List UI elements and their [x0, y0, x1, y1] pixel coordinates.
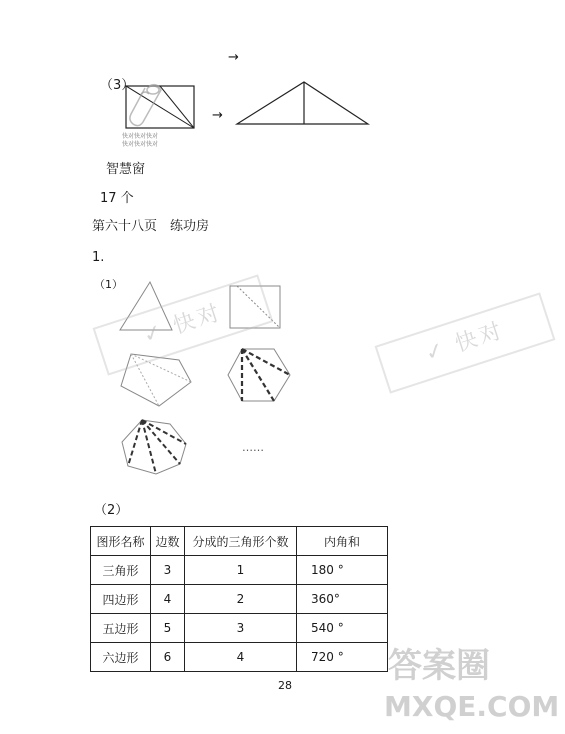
triangle-altitude-figure	[237, 82, 377, 132]
ellipsis-text: ……	[242, 441, 264, 454]
watermark-stamp-text: 快对	[452, 318, 508, 358]
table-header-cell: 边数	[151, 527, 185, 556]
table-row	[91, 556, 388, 585]
watermark-corner-url: MXQE.COM	[384, 690, 560, 723]
watermark-stamp-text: 快对	[170, 300, 226, 340]
question-1-sub-1-label: （1）	[94, 278, 123, 291]
interior-angle-table	[90, 526, 388, 672]
wisdom-heading: 智慧窗	[106, 162, 146, 177]
watermark-stamp-right	[375, 292, 556, 393]
table-row	[91, 614, 388, 643]
clip-caption-1: 快对快对快对	[122, 133, 159, 140]
heptagon-diagonals-figure	[120, 420, 200, 480]
check-circle-icon: ✓	[140, 318, 169, 350]
table-cell: 540 °	[297, 614, 388, 643]
table-cell: 五边形	[91, 614, 151, 643]
table-cell: 2	[185, 585, 297, 614]
question-1-sub-2-label: （2）	[94, 503, 129, 518]
table-cell: 360°	[297, 585, 388, 614]
table-cell: 720 °	[297, 643, 388, 672]
question-1-label: 1.	[92, 250, 105, 265]
table-cell: 3	[185, 614, 297, 643]
watermark-corner-title: 答案圈	[388, 646, 490, 686]
wisdom-answer: 17 个	[100, 191, 134, 206]
check-circle-icon: ✓	[422, 336, 451, 368]
table-cell: 4	[151, 585, 185, 614]
table-cell: 4	[185, 643, 297, 672]
table-cell: 三角形	[91, 556, 151, 585]
table-cell: 3	[151, 556, 185, 585]
item-3-label: （3）	[100, 78, 135, 93]
hexagon-diagonals-figure	[228, 349, 298, 409]
table-header-cell: 内角和	[297, 527, 388, 556]
table-header-row	[91, 527, 388, 556]
table-cell: 180 °	[297, 556, 388, 585]
table-header-cell: 图形名称	[91, 527, 151, 556]
table-cell: 四边形	[91, 585, 151, 614]
page-heading: 第六十八页 练功房	[92, 219, 210, 234]
table-cell: 1	[185, 556, 297, 585]
table-cell: 5	[151, 614, 185, 643]
paper-clip-watermark-icon	[127, 80, 167, 130]
arrow-middle: →	[212, 108, 223, 123]
table-header-cell: 分成的三角形个数	[185, 527, 297, 556]
arrow-top: →	[228, 50, 239, 65]
table-row	[91, 585, 388, 614]
table-row	[91, 643, 388, 672]
table-cell: 六边形	[91, 643, 151, 672]
page-number: 28	[278, 679, 292, 692]
table-cell: 6	[151, 643, 185, 672]
clip-caption-2: 快对快对快对	[122, 141, 159, 148]
